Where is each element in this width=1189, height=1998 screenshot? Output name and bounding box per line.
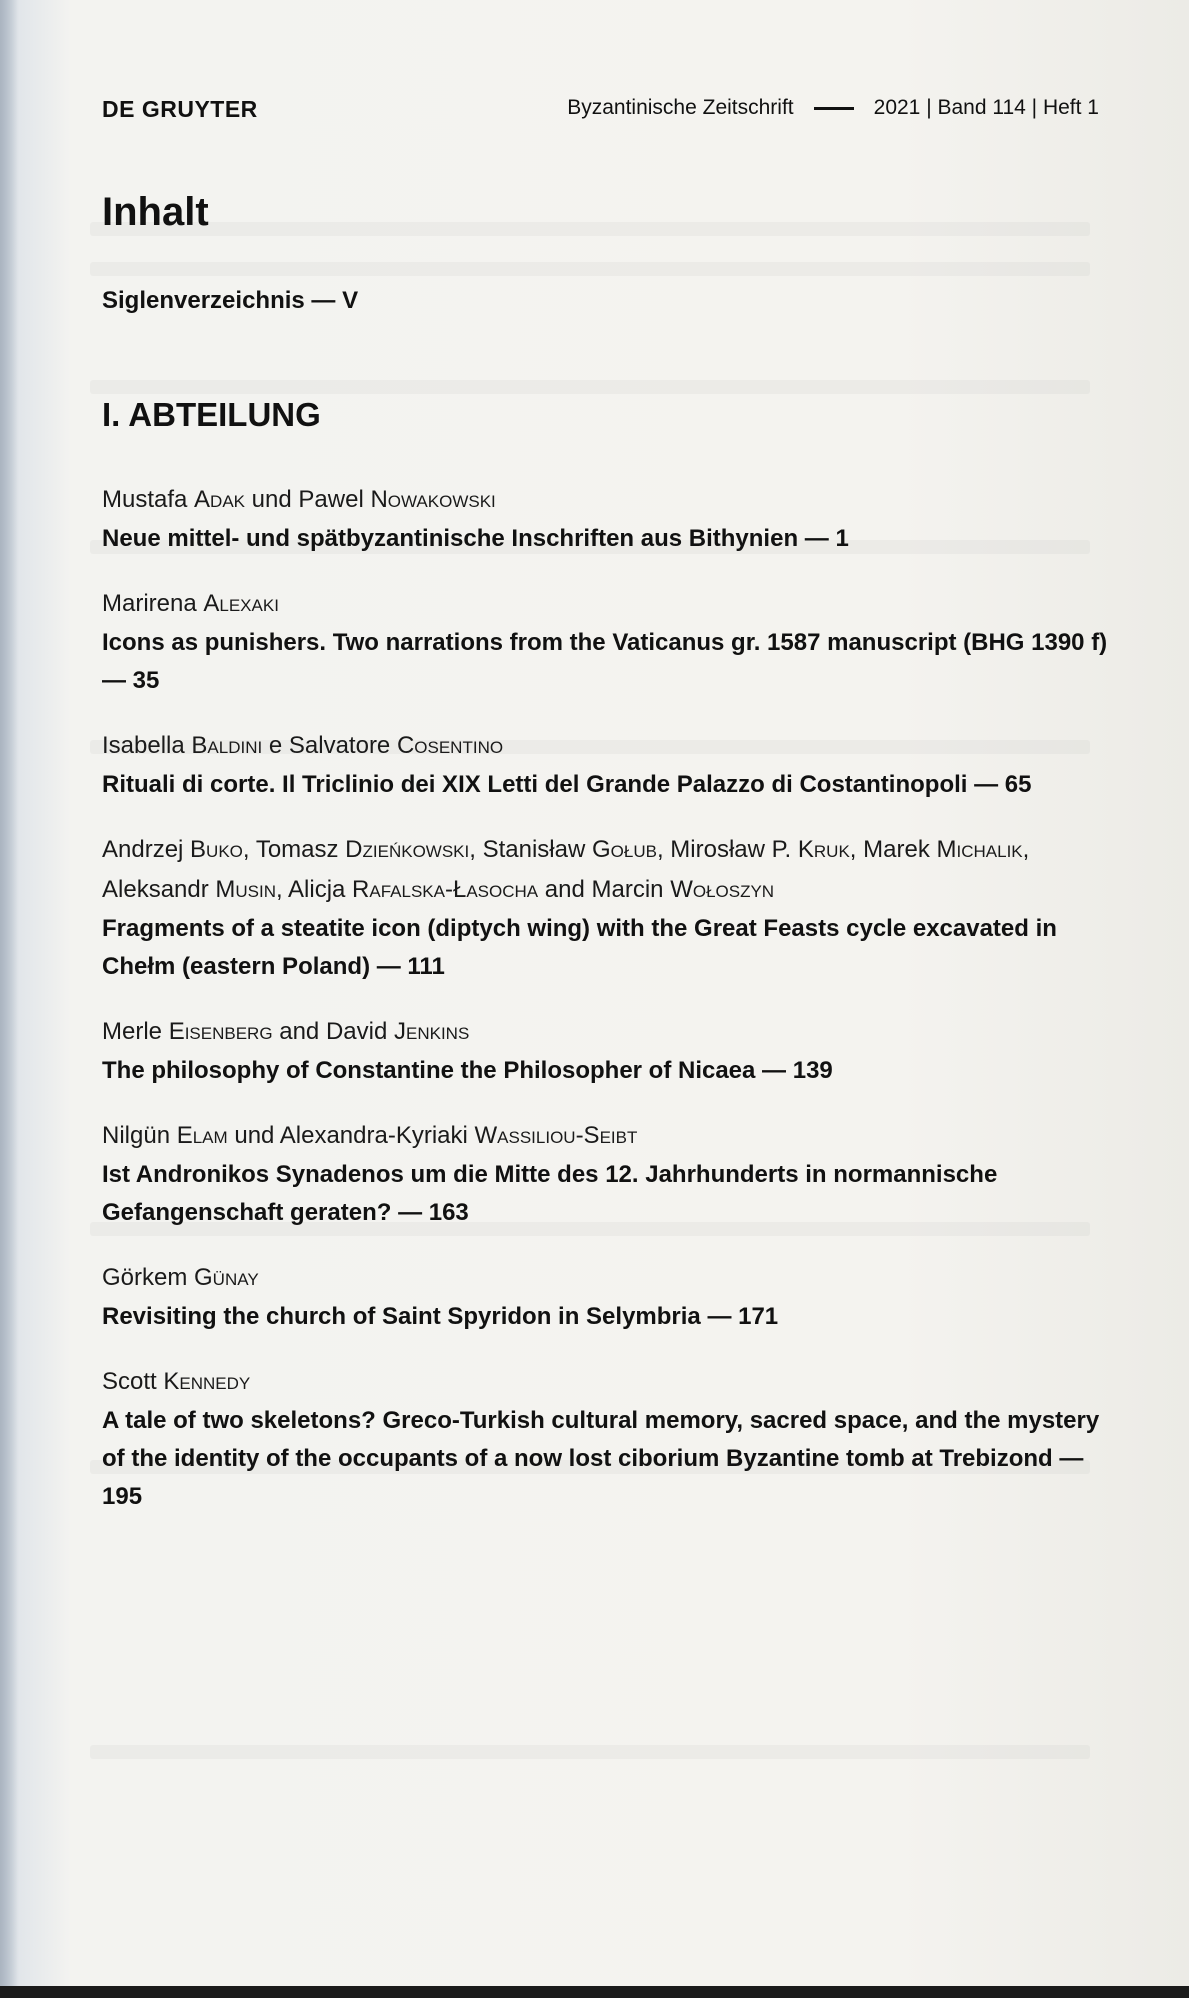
section-heading: I. ABTEILUNG xyxy=(102,396,321,433)
author-separator: und xyxy=(245,486,299,513)
author-given-name: Alexandra-Kyriaki xyxy=(279,1122,475,1149)
author-surname: Cosentino xyxy=(396,732,504,759)
author-surname: Wołoszyn xyxy=(670,876,775,903)
author-surname: Gołub xyxy=(591,836,657,863)
toc-entry xyxy=(102,584,1112,700)
entry-title: Fragments of a steatite icon (diptych wing) with the Great Feasts cycle excavated in Chełm (eastern Poland) — 111 xyxy=(102,915,1057,980)
toc-entry xyxy=(102,726,1112,804)
entry-title: Neue mittel- und spätbyzantinische Inschriften aus Bithynien — 1 xyxy=(102,525,849,552)
toc-entry xyxy=(102,480,1112,558)
entry-authors xyxy=(102,1116,1112,1156)
entry-title: Icons as punishers. Two narrations from the Vaticanus gr. 1587 manuscript (BHG 1390 f) — 35 xyxy=(102,629,1108,694)
author-separator: , xyxy=(242,836,256,863)
entry-title: A tale of two skeletons? Greco-Turkish cultural memory, sacred space, and the mystery of the identity of the occupants of a now lost ciborium Byzantine tomb at Trebizond — 195 xyxy=(102,1407,1100,1510)
entry-authors xyxy=(102,726,1112,766)
author-surname: Michalik xyxy=(936,836,1023,863)
author-separator: , xyxy=(276,876,289,903)
author-given-name: Mustafa xyxy=(102,486,195,513)
author-given-name: Marcin xyxy=(591,876,671,903)
author-surname: Eisenberg xyxy=(168,1018,273,1045)
author-given-name: David xyxy=(325,1018,394,1045)
toc-entries xyxy=(102,480,1112,1542)
toc-entry xyxy=(102,830,1112,986)
author-surname: Dzieńkowski xyxy=(345,836,470,863)
page-edge-shadow xyxy=(0,0,18,1998)
author-separator: , xyxy=(469,836,483,863)
show-through xyxy=(90,1745,1090,1759)
author-surname: Nowakowski xyxy=(370,486,496,513)
author-surname: Rafalska-Łasocha xyxy=(352,876,539,903)
show-through xyxy=(90,262,1090,276)
publisher-name: DE GRUYTER xyxy=(102,96,258,122)
sigla-entry: Siglenverzeichnis — V xyxy=(102,287,359,314)
author-surname: Baldini xyxy=(191,732,263,759)
scan-bottom-edge xyxy=(0,1986,1189,1998)
author-given-name: Salvatore xyxy=(288,732,397,759)
issue-info: 2021 | Band 114 | Heft 1 xyxy=(873,96,1099,119)
author-surname: Buko xyxy=(190,836,243,863)
author-given-name: Görkem xyxy=(102,1264,195,1291)
author-given-name: Alicja xyxy=(288,876,353,903)
author-separator: , xyxy=(656,836,671,863)
author-given-name: Nilgün xyxy=(102,1122,177,1149)
author-surname: Musin xyxy=(215,876,276,903)
entry-title: Ist Andronikos Synadenos um die Mitte des 12. Jahrhunderts in normannische Gefangenschaft geraten? — 163 xyxy=(102,1161,998,1226)
author-given-name: Aleksandr xyxy=(102,876,216,903)
author-surname: Wassiliou-Seibt xyxy=(474,1122,638,1149)
author-surname: Elam xyxy=(176,1122,228,1149)
author-surname: Alexaki xyxy=(203,590,279,617)
running-header xyxy=(567,96,1099,120)
show-through xyxy=(90,222,1090,236)
page-title: Inhalt xyxy=(102,190,209,234)
author-given-name: Marek xyxy=(863,836,937,863)
toc-entry xyxy=(102,1362,1112,1516)
entry-title: The philosophy of Constantine the Philosopher of Nicaea — 139 xyxy=(102,1057,833,1084)
author-given-name: Tomasz xyxy=(255,836,346,863)
entry-authors xyxy=(102,1012,1112,1052)
author-given-name: Scott xyxy=(102,1368,164,1395)
journal-title: Byzantinische Zeitschrift xyxy=(567,96,794,119)
author-separator: and xyxy=(538,876,592,903)
entry-authors xyxy=(102,480,1112,520)
author-given-name: Pawel xyxy=(298,486,371,513)
author-separator: und xyxy=(227,1122,280,1149)
author-given-name: Marirena xyxy=(102,590,204,617)
author-given-name: Isabella xyxy=(102,732,192,759)
author-separator: , xyxy=(849,836,864,863)
author-separator: e xyxy=(262,732,289,759)
author-separator: , xyxy=(1022,836,1030,863)
entry-authors xyxy=(102,1258,1112,1298)
toc-entry xyxy=(102,1116,1112,1232)
entry-authors xyxy=(102,830,1112,910)
entry-authors xyxy=(102,584,1112,624)
show-through xyxy=(90,380,1090,394)
entry-title: Rituali di corte. Il Triclinio dei XIX Letti del Grande Palazzo di Costantinopoli — 65 xyxy=(102,771,1032,798)
author-separator: and xyxy=(272,1018,326,1045)
author-surname: Adak xyxy=(194,486,246,513)
entry-authors xyxy=(102,1362,1112,1402)
entry-title: Revisiting the church of Saint Spyridon in Selymbria — 171 xyxy=(102,1303,779,1330)
author-given-name: Stanisław xyxy=(482,836,592,863)
author-given-name: Merle xyxy=(102,1018,169,1045)
author-surname: Kennedy xyxy=(163,1368,251,1395)
toc-entry xyxy=(102,1012,1112,1090)
author-surname: Günay xyxy=(194,1264,259,1291)
author-given-name: Mirosław P. xyxy=(670,836,798,863)
author-surname: Jenkins xyxy=(393,1018,470,1045)
toc-entry xyxy=(102,1258,1112,1336)
header-dash xyxy=(814,107,854,110)
author-given-name: Andrzej xyxy=(102,836,191,863)
author-surname: Kruk xyxy=(797,836,850,863)
